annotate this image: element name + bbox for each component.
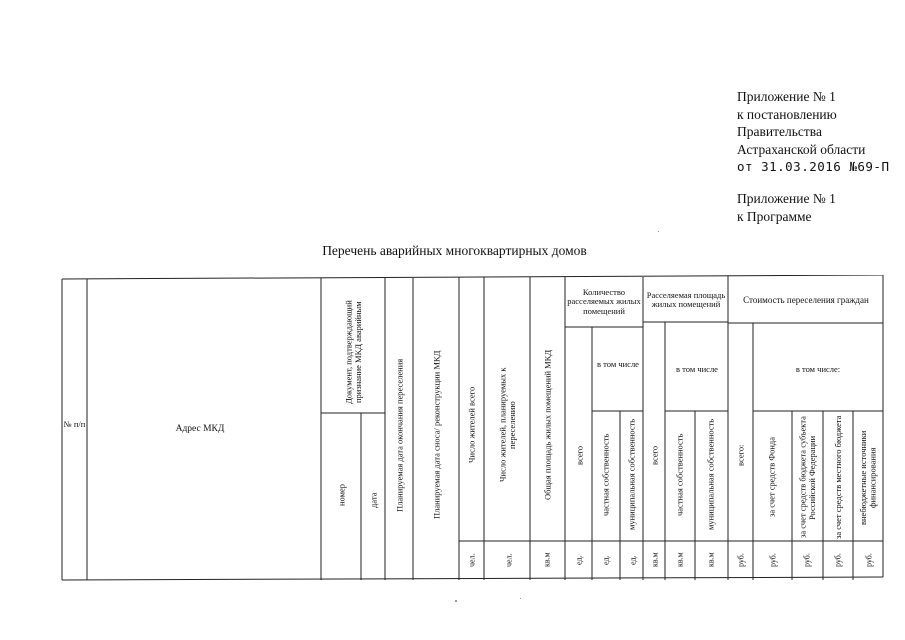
header-residents-planned: Число жителей, планируемых к переселению (497, 367, 517, 483)
scan-speck (658, 231, 659, 232)
unit-cell: ед. (601, 555, 611, 565)
appendix-line: Приложение № 1 (737, 191, 836, 206)
header-area-including: в том числе (676, 364, 718, 375)
header-quantity-including: в том числе (597, 359, 639, 370)
scan-speck (520, 598, 521, 599)
header-residents-total: Число жителей всего (466, 386, 477, 464)
unit-cell: руб. (833, 553, 843, 567)
header-area-private: частная собственность (674, 433, 685, 516)
unit-cell: чел. (467, 553, 477, 567)
unit-cell: руб. (802, 553, 812, 567)
header-planned-end: Планируемая дата окончания переселения (394, 358, 405, 512)
unit-cell: кв.м (542, 552, 552, 568)
header-group-cost: Стоимость переселения граждан (743, 295, 869, 306)
appendix-to-resolution (737, 88, 890, 176)
header-cost-including: в том числе: (795, 364, 841, 375)
unit-cell: ед. (628, 555, 638, 565)
header-area-municipal: муниципальная собственность (705, 418, 716, 531)
header-doc-date: дата (368, 492, 379, 508)
header-quantity-municipal: муниципальная собственность (626, 418, 637, 531)
unit-cell: руб. (864, 553, 874, 567)
header-document: Документ, подтверждающий признание МКД аварийным (343, 300, 363, 404)
header-address: Адрес МКД (175, 424, 225, 435)
unit-cell: кв.м (675, 552, 685, 568)
unit-cell: чел. (504, 553, 514, 567)
unit-cell: кв.м (706, 552, 716, 568)
header-group-quantity: Количество расселяемых жилых помещений (567, 286, 641, 316)
header-cost-total: всего: (735, 444, 746, 466)
appendix-line: к постановлению (737, 106, 837, 122)
header-area-total: всего (649, 445, 660, 465)
header-quantity-private: частная собственность (600, 433, 611, 516)
appendix-line: Приложение № 1 (737, 89, 836, 104)
header-quantity-total: всего (574, 445, 585, 465)
header-cost-local-budget: за счет средств местного бюджета (832, 415, 843, 540)
header-cost-region-budget: за счет средств бюджета субъекта Российской Федерации (797, 416, 817, 539)
unit-cell: кв.м (650, 552, 660, 568)
header-planned-demolition: Планируемая дата сноса/ реконструкции МКД (431, 350, 442, 520)
appendix-line: Правительства (737, 124, 822, 139)
scan-speck (455, 600, 457, 602)
unit-cell: руб. (736, 553, 746, 567)
appendix-to-program (737, 190, 836, 225)
header-cost-extra-budget: внебюджетные источники финансирования (858, 430, 878, 525)
header-group-area: Расселяемая площадь жилых помещений (646, 289, 726, 309)
unit-cell: ед. (574, 555, 584, 565)
appendix-line: к Программе (737, 208, 812, 224)
header-num: № п/п (63, 419, 86, 430)
appendix-line: Астраханской области (737, 141, 866, 157)
header-total-area: Общая площадь жилых помещений МКД (542, 349, 553, 501)
header-cost-fund: за счет средств Фонда (766, 437, 777, 518)
page-title: Перечень аварийных многоквартирных домов (322, 243, 587, 258)
header-doc-number: номер (336, 483, 347, 507)
unit-cell: руб. (768, 553, 778, 567)
resolution-date-number: от 31.03.2016 №69-П (737, 159, 890, 174)
